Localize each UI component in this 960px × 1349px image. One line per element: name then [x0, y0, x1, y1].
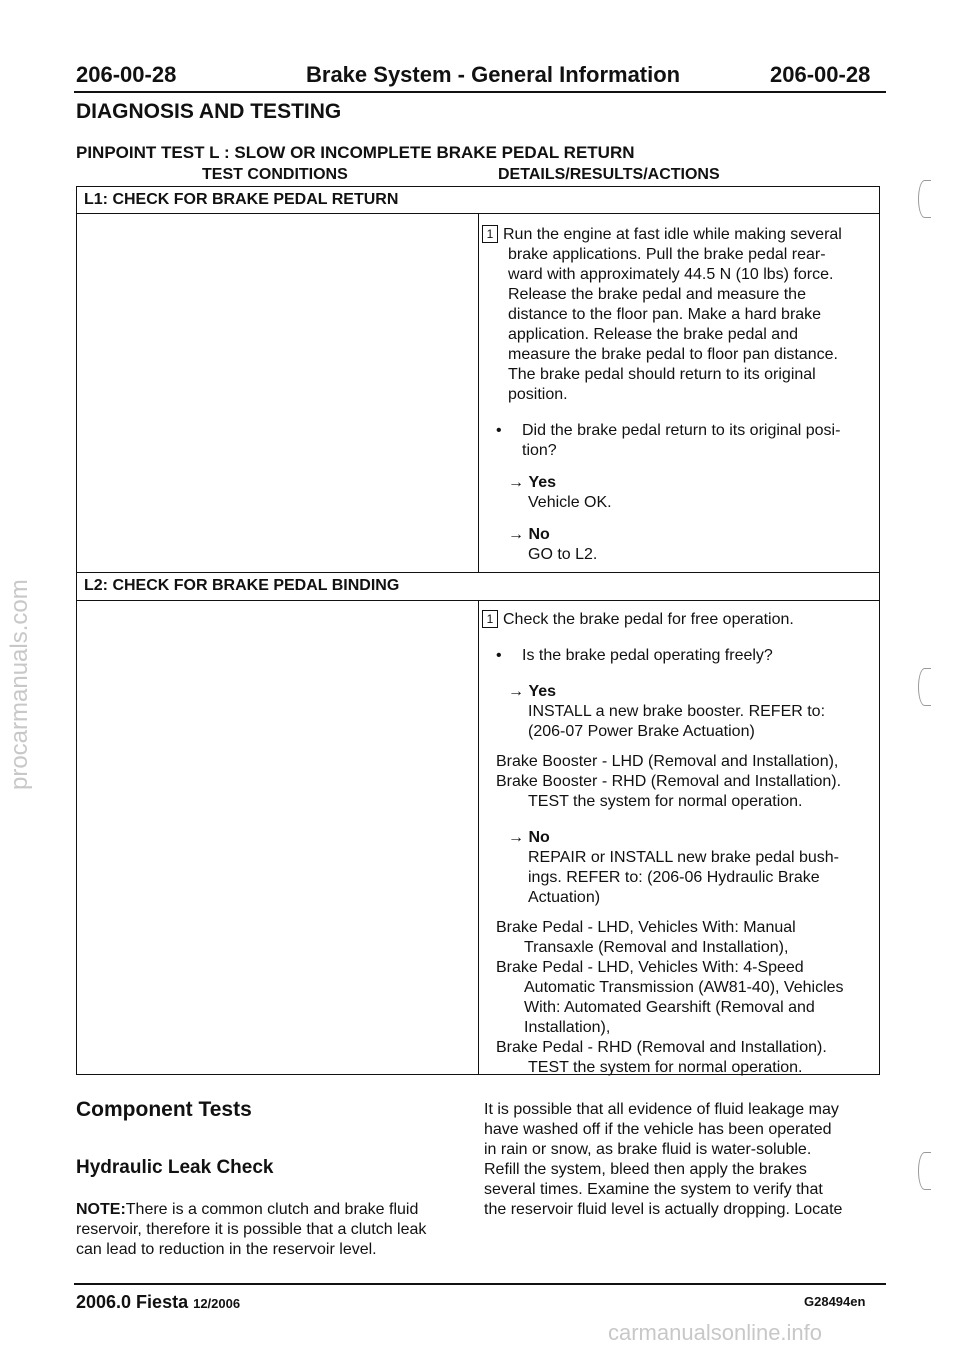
l1-yes: → Yes	[508, 474, 557, 491]
l1-step-line: distance to the floor pan. Make a hard brake	[508, 306, 822, 323]
component-tests-heading: Component Tests	[76, 1098, 252, 1121]
l2-yes-ref: Brake Booster - RHD (Removal and Installation).	[496, 773, 842, 790]
arrow-right-icon: →	[508, 474, 529, 491]
arrow-right-icon: →	[508, 829, 529, 846]
footer-rule	[74, 1283, 886, 1285]
l2-yes-test: TEST the system for normal operation.	[528, 793, 803, 810]
l1-step-line: The brake pedal should return to its original	[508, 366, 816, 383]
paragraph-line: It is possible that all evidence of fluid leakage may	[484, 1101, 839, 1118]
l1-question: • Did the brake pedal return to its original posi-	[496, 422, 841, 439]
page-number-right: 206-00-28	[770, 62, 871, 87]
binding-hole-mark	[918, 1152, 931, 1190]
paragraph-line: the reservoir fluid level is actually dropping. Locate	[484, 1201, 843, 1218]
paragraph-line: have washed off if the vehicle has been operated	[484, 1121, 832, 1138]
paragraph-line: Refill the system, bleed then apply the brakes	[484, 1161, 807, 1178]
l1-step-line: measure the brake pedal to floor pan distance.	[508, 346, 838, 363]
l1-step-line: brake applications. Pull the brake pedal rear-	[508, 246, 826, 263]
col-divider-l1	[478, 213, 479, 572]
header-rule	[74, 91, 886, 93]
l2-question: • Is the brake pedal operating freely?	[496, 647, 773, 664]
note-label: NOTE:	[76, 1201, 126, 1218]
l1-step-line: Release the brake pedal and measure the	[508, 286, 806, 303]
note-paragraph	[76, 1200, 476, 1260]
note-line: NOTE:There is a common clutch and brake fluid	[76, 1201, 419, 1218]
l2-no-ref: With: Automated Gearshift (Removal and	[524, 999, 815, 1016]
l2-yes-line: (206-07 Power Brake Actuation)	[528, 723, 755, 740]
l2-no-line: ings. REFER to: (206-06 Hydraulic Brake	[528, 869, 820, 886]
watermark-bottom: carmanualsonline.info	[608, 1320, 823, 1345]
l1-step-line: position.	[508, 386, 568, 403]
l2-no-ref: Transaxle (Removal and Installation),	[524, 939, 789, 956]
l2-no-ref: Brake Pedal - LHD, Vehicles With: Manual	[496, 919, 796, 936]
l1-question-cont: tion?	[522, 442, 557, 459]
l2-no-test: TEST the system for normal operation.	[528, 1059, 803, 1076]
l2-step-line: 1 Check the brake pedal for free operation.	[482, 610, 876, 630]
l2-no: → No	[508, 829, 550, 846]
binding-hole-mark	[918, 668, 931, 706]
col-test-conditions: TEST CONDITIONS	[202, 166, 348, 183]
note-line: reservoir, therefore it is possible that a clutch leak	[76, 1221, 427, 1238]
step-number-box: 1	[482, 610, 498, 628]
note-line: can lead to reduction in the reservoir level.	[76, 1241, 377, 1258]
footer-code: G28494en	[804, 1294, 866, 1309]
paragraph-line: in rain or snow, as brake fluid is water-soluble.	[484, 1141, 812, 1158]
step-l2-title: L2: CHECK FOR BRAKE PEDAL BINDING	[84, 577, 400, 594]
l1-no: → No	[508, 526, 550, 543]
pinpoint-title: PINPOINT TEST L : SLOW OR INCOMPLETE BRAKE PEDAL RETURN	[76, 143, 635, 162]
l1-step-line: 1 Run the engine at fast idle while making several	[482, 225, 876, 245]
step-l1-details	[482, 225, 876, 565]
bullet-icon: •	[496, 422, 502, 439]
l2-yes-line: INSTALL a new brake booster. REFER to:	[528, 703, 826, 720]
bullet-icon: •	[496, 647, 502, 664]
page-title: Brake System - General Information	[306, 62, 681, 87]
l2-no-line: REPAIR or INSTALL new brake pedal bush-	[528, 849, 839, 866]
page-number-left: 206-00-28	[76, 62, 177, 87]
col-divider-l2	[478, 600, 479, 1075]
footer-model: 2006.0 Fiesta 12/2006	[76, 1292, 241, 1312]
section-title: DIAGNOSIS AND TESTING	[76, 100, 342, 123]
l2-no-ref: Brake Pedal - LHD, Vehicles With: 4-Speed	[496, 959, 804, 976]
l1-step-line: ward with approximately 44.5 N (10 lbs) force.	[508, 266, 834, 283]
binding-hole-mark	[918, 180, 931, 218]
step-number-box: 1	[482, 225, 498, 243]
step-l1-title: L1: CHECK FOR BRAKE PEDAL RETURN	[84, 191, 399, 208]
l1-yes-text: Vehicle OK.	[528, 494, 612, 511]
step-l2-details	[482, 610, 876, 1078]
arrow-right-icon: →	[508, 683, 529, 700]
l1-no-text: GO to L2.	[528, 546, 598, 563]
footer-date: 12/2006	[193, 1296, 241, 1311]
l2-no-ref: Brake Pedal - RHD (Removal and Installation).	[496, 1039, 827, 1056]
leak-check-paragraph	[484, 1100, 884, 1220]
l2-no-ref: Automatic Transmission (AW81-40), Vehicles	[524, 979, 844, 996]
watermark-side: procarmanuals.com	[6, 579, 33, 790]
l2-yes-ref: Brake Booster - LHD (Removal and Installation),	[496, 753, 839, 770]
l2-no-line: Actuation)	[528, 889, 601, 906]
hydraulic-leak-check-heading: Hydraulic Leak Check	[76, 1157, 274, 1178]
row-divider-l2-top	[76, 572, 880, 573]
col-details-results-actions: DETAILS/RESULTS/ACTIONS	[498, 166, 720, 183]
l2-yes: → Yes	[508, 683, 557, 700]
paragraph-line: several times. Examine the system to verify that	[484, 1181, 823, 1198]
arrow-right-icon: →	[508, 526, 529, 543]
l2-no-ref: Installation),	[524, 1019, 611, 1036]
l1-step-line: application. Release the brake pedal and	[508, 326, 798, 343]
